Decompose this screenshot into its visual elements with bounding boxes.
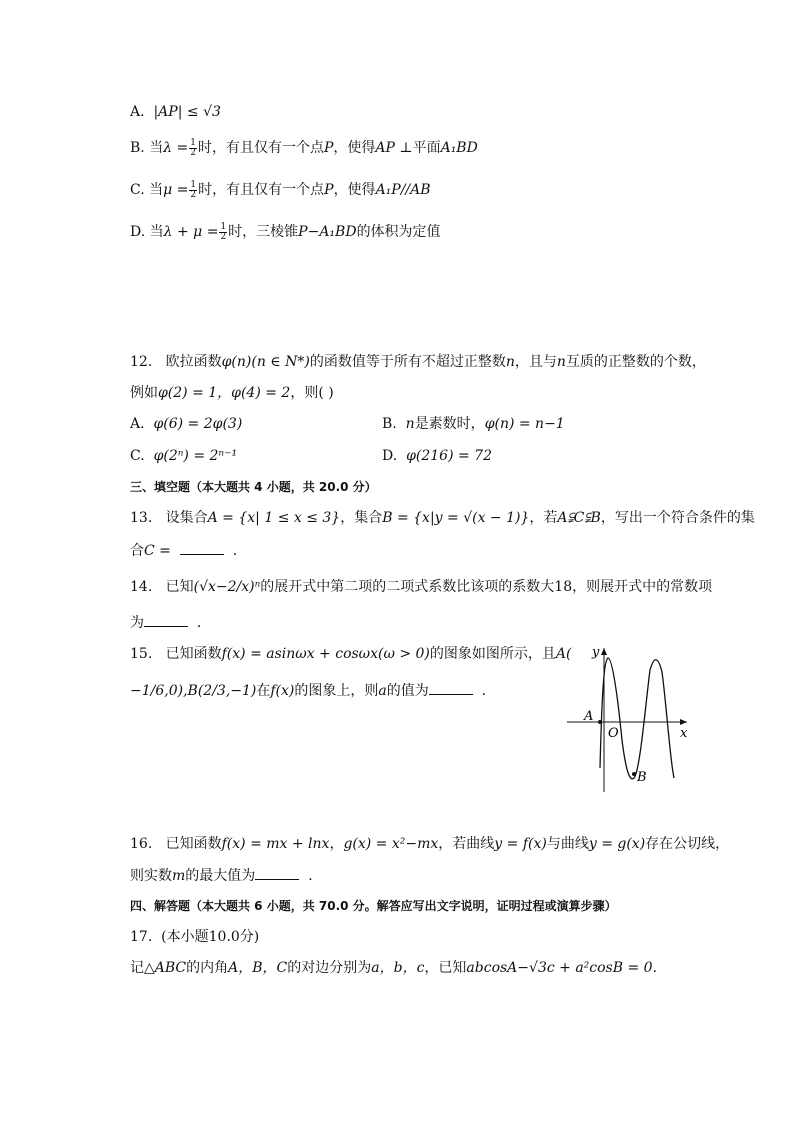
q17-stem: 记△ABC的内角A，B，C的对边分别为a，b，c，已知abcosA−√3c + a²cosB = 0. [130, 960, 658, 976]
q15-stem-line1: 15. 已知函数f(x) = asinωx + cosωx(ω > 0)的图象如图所示，且A( [130, 646, 572, 662]
fraction: $\frac{1}{2}$ [190, 137, 196, 158]
q17-header: 17. (本小题10.0分) [130, 929, 260, 945]
point-a [598, 720, 602, 724]
q12-option-c: C. φ(2ⁿ) = 2ⁿ⁻¹ [130, 448, 238, 464]
q11-option-a-math: |AP| ≤ √3 [153, 104, 221, 120]
origin-label: O [608, 726, 619, 741]
fraction: $\frac{1}{2}$ [190, 179, 197, 200]
x-axis-label: x [680, 726, 688, 741]
y-axis-label: y [592, 645, 600, 660]
point-b [632, 772, 636, 776]
answer-blank[interactable] [255, 865, 299, 880]
q13-stem-line1: 13. 设集合A = {x| 1 ≤ x ≤ 3}，集合B = {x|y = √(x − 1)}，若A⫋C⫋B，写出一个符合条件的集 [130, 510, 755, 526]
answer-blank[interactable] [180, 540, 224, 555]
q12-stem-line1: 12. 欧拉函数φ(n)(n ∈ N*)的函数值等于所有不超过正整数n，且与n互质的正整数的个数， [130, 354, 706, 370]
q12-option-a: A. φ(6) = 2φ(3) [130, 416, 243, 432]
q11-option-d: D. 当λ + μ = $\frac{1}{2}$ 时，三棱锥P−A₁BD的体积为定值 [130, 221, 441, 242]
q13-stem-line2: 合C = ． [130, 540, 247, 561]
x-axis-arrow-icon [680, 719, 687, 725]
q11-option-c: C. 当μ = $\frac{1}{2}$ 时，有且仅有一个点P，使得A₁P//AB [130, 179, 431, 200]
y-axis-arrow-icon [601, 648, 607, 655]
q12-option-b: B. n是素数时，φ(n) = n−1 [382, 416, 565, 432]
sine-curve [600, 658, 674, 779]
q16-stem-line1: 16. 已知函数f(x) = mx + lnx，g(x) = x²−mx，若曲线y = f(x)与曲线y = g(x)存在公切线， [130, 836, 730, 852]
q14-stem-line2: 为 ． [130, 612, 211, 633]
answer-blank[interactable] [144, 612, 188, 627]
answer-blank[interactable] [429, 680, 473, 695]
fraction: $\frac{1}{2}$ [220, 221, 227, 242]
point-a-label: A [584, 709, 594, 724]
q11-option-a: A. |AP| ≤ √3 [130, 104, 221, 120]
q12-stem-line2: 例如φ(2) = 1，φ(4) = 2，则( ) [130, 385, 334, 401]
q12-option-d: D. φ(216) = 72 [382, 448, 492, 464]
point-b-label: B [637, 770, 647, 785]
q14-stem-line1: 14. 已知(√x−2/x)ⁿ的展开式中第二项的二项式系数比该项的系数大18，则展开式中的常数项 [130, 579, 713, 595]
q15-function-graph [562, 640, 692, 800]
q11-option-b: B. 当λ = $\frac{1}{2}$ 时，有且仅有一个点P，使得AP ⊥平面A₁BD [130, 137, 478, 158]
q15-stem-line2: −1/6,0),B(2/3,−1)在f(x)的图象上，则a的值为 ． [130, 680, 496, 701]
section-4-heading: 四、解答题（本大题共 6 小题，共 70.0 分。解答应写出文字说明，证明过程或演算步骤） [130, 899, 617, 913]
q16-stem-line2: 则实数m的最大值为 ． [130, 865, 322, 886]
section-3-heading: 三、填空题（本大题共 4 小题，共 20.0 分） [130, 480, 377, 494]
